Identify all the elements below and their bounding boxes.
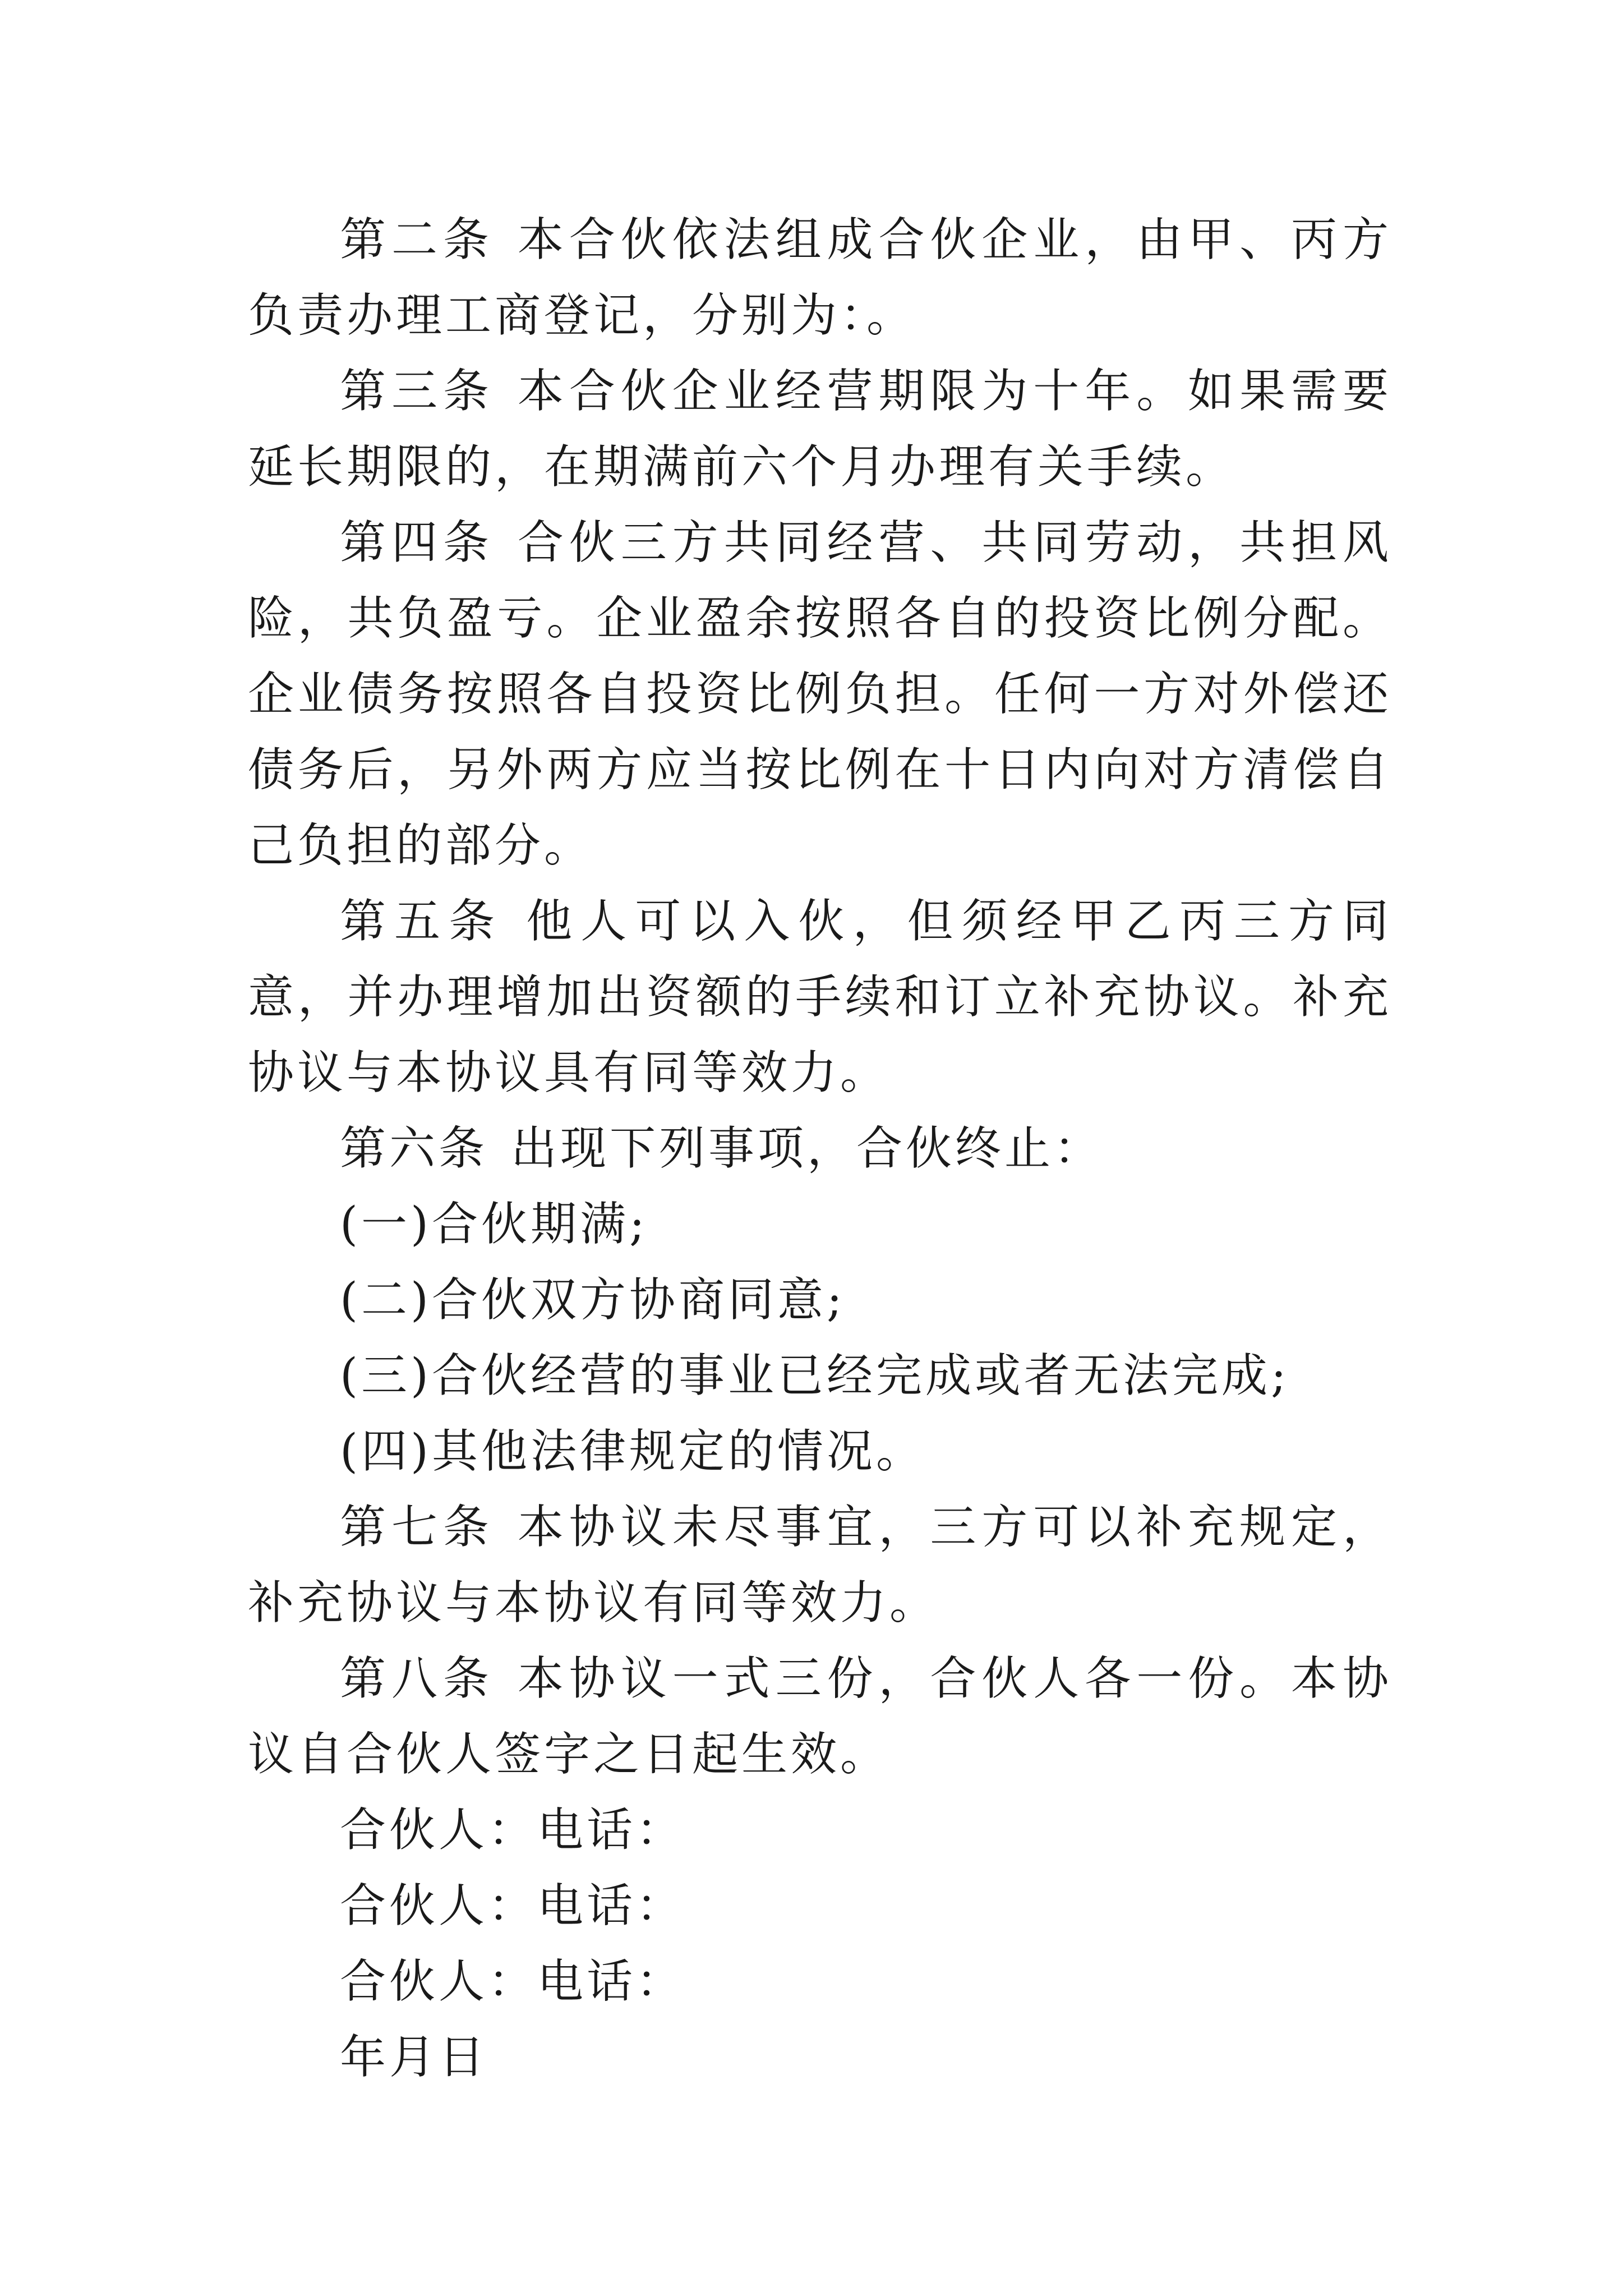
article-4 — [248, 505, 1392, 884]
document-body — [248, 202, 1392, 2095]
article-label: 第七条 — [340, 1501, 495, 1554]
article-text: 他人可以入伙，但须经甲乙丙三方同意，并办理增加出资额的手续和订立补充协议。补充协议与本协议具有同等效力。 — [248, 895, 1392, 1099]
termination-item: (三)合伙经营的事业已经完成或者无法完成; — [340, 1349, 1290, 1402]
signature-line: 合伙人：电话： — [340, 1955, 686, 2008]
article-text: 本合伙企业经营期限为十年。如果需要延长期限的，在期满前六个月办理有关手续。 — [248, 365, 1392, 494]
signature-line: 合伙人：电话： — [340, 1879, 686, 1932]
termination-item: (二)合伙双方协商同意; — [340, 1273, 846, 1327]
article-text: 本协议未尽事宜，三方可以补充规定，补充协议与本协议有同等效力。 — [248, 1501, 1392, 1630]
termination-item: (四)其他法律规定的情况。 — [340, 1425, 925, 1478]
article-5 — [248, 884, 1392, 1111]
termination-item: (一)合伙期满; — [340, 1198, 648, 1251]
article-label: 第八条 — [340, 1652, 495, 1705]
article-text: 本协议一式三份，合伙人各一份。本协议自合伙人签字之日起生效。 — [248, 1652, 1392, 1781]
date-line: 年月日 — [340, 2031, 488, 2084]
article-label: 第三条 — [340, 365, 495, 418]
article-3 — [248, 353, 1392, 505]
article-label: 第四条 — [340, 516, 495, 569]
article-text: 出现下列事项，合伙终止： — [511, 1122, 1104, 1175]
article-6 — [248, 1111, 1392, 1186]
article-label: 第二条 — [340, 213, 495, 266]
article-label: 第五条 — [340, 895, 504, 948]
article-label: 第六条 — [340, 1122, 488, 1175]
article-text: 本合伙依法组成合伙企业，由甲、丙方负责办理工商登记，分别为：。 — [248, 213, 1392, 342]
article-8 — [248, 1641, 1392, 1792]
article-text: 合伙三方共同经营、共同劳动，共担风险，共负盈亏。企业盈余按照各自的投资比例分配。企业债务按照各自投资比例负担。任何一方对外偿还债务后，另外两方应当按比例在十日内向对方清偿自己负担的部分。 — [248, 516, 1392, 872]
signature-line: 合伙人：电话： — [340, 1803, 686, 1857]
article-7 — [248, 1489, 1392, 1641]
article-2 — [248, 202, 1392, 353]
